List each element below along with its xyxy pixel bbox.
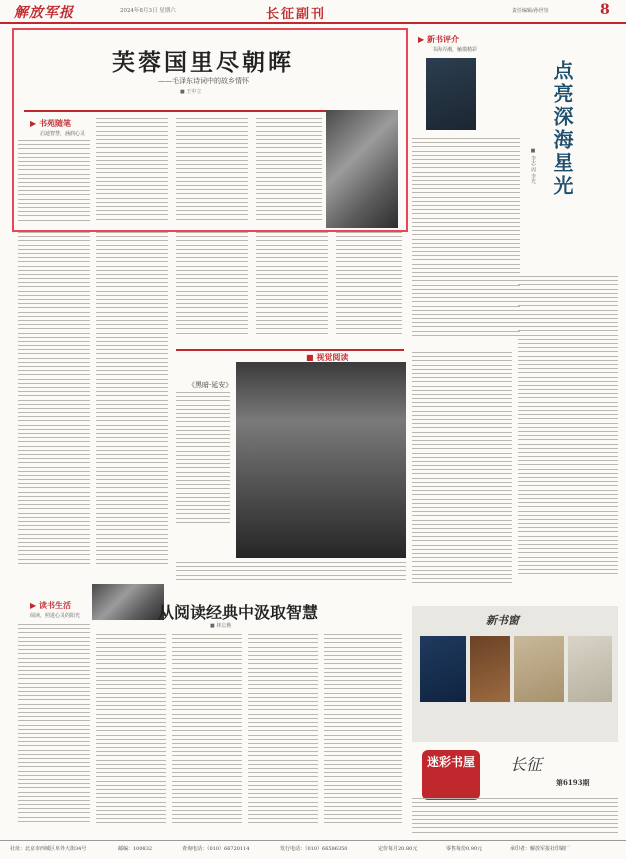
article-column: [176, 232, 248, 342]
painting-title: 《黑暗·延安》: [188, 381, 233, 389]
section-reader-life: ▶ 读书生活: [30, 600, 71, 610]
page-header: [0, 0, 626, 22]
sidebar-title: 点亮深海星光: [550, 60, 574, 198]
book-cover-2[interactable]: [470, 636, 510, 702]
article-column: [412, 352, 512, 600]
footer-phone: 查询电话：（010）66720114: [182, 846, 250, 852]
section-marker-icon: ▶: [30, 118, 37, 128]
article-column: [172, 634, 242, 834]
featured-article-subtitle: ——毛泽东诗词中的故乡情怀: [158, 77, 249, 85]
section-marker-icon: ▶: [418, 34, 425, 44]
painting-caption-area: [176, 392, 230, 552]
article-column: [256, 118, 322, 226]
article-column: [518, 276, 618, 600]
footer-printer: 承印者：解放军报社印刷厂: [510, 846, 571, 852]
article-column: [18, 624, 90, 834]
footer-monthly-price: 定价每月20.80元: [378, 846, 418, 852]
article-column: [412, 138, 520, 348]
lower-article-title: 从阅读经典中汲取智慧: [158, 603, 319, 622]
section-reader-life-sub: 阅读，照进心灵的阳光: [30, 613, 81, 619]
footer-retail-price: 零售每份0.90元: [446, 846, 483, 852]
footer-postcode: 邮编：100832: [118, 846, 153, 852]
changzheng-signature: 长征: [510, 755, 543, 774]
article-column: [18, 232, 90, 580]
section-reading-notes: ▶ 书苑随笔: [30, 118, 71, 128]
header-divider: [0, 22, 626, 24]
footer-distribution-phone: 发行电话：（010）66586350: [280, 846, 348, 852]
mi-cai-shu-wu-badge: 迷彩书屋: [422, 750, 480, 800]
section-marker-icon: ■: [306, 352, 314, 362]
section-reading-notes-sub: 启迪智慧，涵润心灵: [40, 131, 86, 137]
section-new-book: ▶ 新书评介: [418, 34, 459, 44]
page-footer: [0, 840, 626, 859]
book-cover-1[interactable]: [420, 636, 466, 702]
book-cover-3[interactable]: [514, 636, 564, 702]
article-column: [18, 140, 90, 226]
article-column: [96, 118, 168, 226]
featured-article-title: 芙蓉国里尽朝晖: [112, 49, 294, 76]
article-column: [176, 118, 248, 226]
issue-date: 2024年8月3日 星期六: [120, 8, 176, 14]
painting-description: [176, 562, 406, 584]
issue-number: 第6193期: [556, 778, 590, 787]
article-column: [248, 634, 318, 834]
section-visual-reading: ■ 视觉阅读: [306, 352, 349, 362]
book-cover-4[interactable]: [568, 636, 612, 702]
department-title: 长征副刊: [266, 7, 327, 22]
book-cover-image: [426, 58, 476, 130]
section-new-book-window: 新书窗: [486, 614, 519, 627]
footer-address: 社址：北京市西城区阜外大街34号: [10, 846, 87, 852]
lower-article-author: ■ 林忘樵: [210, 623, 232, 629]
article-column: [324, 634, 402, 834]
painting-image: [236, 362, 406, 558]
article-column: [336, 232, 402, 342]
article-column: [96, 634, 166, 834]
newspaper-logo: 解放军报: [14, 5, 74, 21]
article-column: [256, 232, 328, 342]
section-marker-icon: ▶: [30, 600, 37, 610]
page-number: 8: [600, 2, 610, 18]
visual-rule: [176, 349, 404, 351]
featured-article-author: ■ 王中立: [180, 89, 202, 95]
section-new-book-sub: 书海弄潮，触摸精彩: [432, 47, 478, 53]
reader-life-photo: [92, 584, 164, 620]
editor-credit: 责任编辑/孙世崇: [512, 8, 549, 14]
sidebar-author: ■ 李志 周 李光: [530, 148, 536, 184]
article-column: [96, 232, 168, 580]
book-captions: [412, 798, 618, 836]
portrait-photo: [326, 110, 398, 228]
